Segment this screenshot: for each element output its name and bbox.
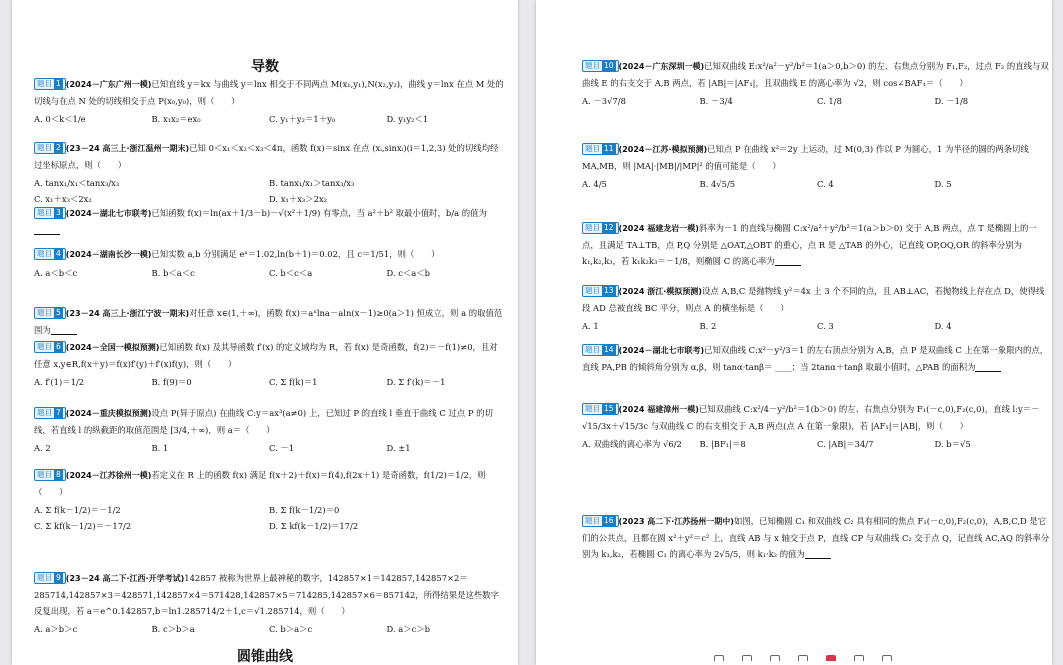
question-11 <box>582 141 1052 192</box>
question-options <box>34 374 504 390</box>
question-tag <box>582 60 619 72</box>
question-number: 16 <box>604 516 614 525</box>
question-text: 已知 0＜x₁＜x₂＜x₃＜4π，函数 f(x)＝sinx 在点 (xᵢ,sinxᵢ)(i＝1,2,3) 处的切线均经过坐标原点，则（ ） <box>34 143 499 170</box>
question-options <box>34 111 504 127</box>
option-A: A. 2 <box>34 443 51 453</box>
question-7 <box>34 405 504 456</box>
zoom-out-icon[interactable] <box>714 655 724 661</box>
question-tag-label: 题目 <box>37 249 52 258</box>
question-source: (2024 浙江·模拟预测) <box>618 287 702 296</box>
question-number: 9 <box>56 573 61 582</box>
option-D: D. －1/8 <box>934 96 969 106</box>
question-4 <box>34 246 504 281</box>
option-A: A. a＜b＜c <box>34 268 78 278</box>
question-tag <box>34 407 66 419</box>
question-source: (2024－广东深圳一模) <box>618 62 705 71</box>
question-options <box>34 175 504 207</box>
question-source: (23－24 高三上·浙江宁波一期末) <box>65 309 190 318</box>
answer-blank <box>775 256 801 266</box>
option-A: A. 4/5 <box>582 179 607 189</box>
question-number: 10 <box>604 61 614 70</box>
option-B: B. 1 <box>151 443 169 453</box>
question-3 <box>34 205 504 238</box>
question-tag-label: 题目 <box>37 308 52 317</box>
question-number: 15 <box>604 404 614 413</box>
option-B: B. f(9)＝0 <box>151 377 192 387</box>
question-13 <box>582 283 1052 334</box>
question-tag <box>34 341 66 353</box>
question-number: 13 <box>604 286 614 295</box>
option-A: A. 1 <box>582 321 599 331</box>
question-source: (2024－全国一模拟预测) <box>65 343 160 352</box>
question-source: (2024 福建漳州一模) <box>618 405 699 414</box>
viewer-toolbar <box>700 655 1063 665</box>
question-tag-label: 题目 <box>37 143 52 152</box>
question-tag <box>34 572 66 584</box>
option-C: C. b＜c＜a <box>269 268 313 278</box>
option-B: B. Σ f(k－1/2)＝0 <box>269 505 340 515</box>
question-tag-label: 题目 <box>585 61 600 70</box>
single-page-icon[interactable] <box>742 655 752 661</box>
section-title-next: 圆锥曲线 <box>237 649 293 665</box>
question-text: 对任意 x∈(1,＋∞)，函数 f(x)＝aˣlna－aln(x－1)≥0(a＞1) 恒成立，则 a 的取值范围为 <box>34 308 503 335</box>
answer-blank <box>51 325 77 335</box>
question-source: (2024－广东广州一模) <box>65 80 152 89</box>
grid-view-icon[interactable] <box>798 655 808 661</box>
section-title: 导数 <box>251 59 279 75</box>
question-tag-label: 题目 <box>37 573 52 582</box>
option-B: B. b＜a＜c <box>151 268 195 278</box>
question-text: 已知函数 f(x) 及其导函数 f′(x) 的定义域均为 R，若 f(x) 是奇函数，f(2)＝－f(1)≠0，且对任意 x,y∈R,f(x＋y)＝f(x)f′(y)＋f′(x)f(y)，则（ ） <box>34 342 498 369</box>
question-source: (2024 福建龙岩一模) <box>618 224 699 233</box>
option-B: B. －3/4 <box>699 96 733 106</box>
question-tag-label: 题目 <box>37 79 52 88</box>
question-tag <box>582 515 619 527</box>
option-C: C. 3 <box>817 321 834 331</box>
option-C: C. Σ kf(k－1/2)＝－17/2 <box>34 521 132 531</box>
question-12 <box>582 220 1052 269</box>
question-text: 如图，已知椭圆 C₁ 和双曲线 C₂ 具有相同的焦点 F₁(－c,0),F₂(c,0)，A,B,C,D 是它们的公共点，且都在圆 x²＋y²＝c² 上，直线 AB 与 x 轴交于点 P，直线 CP 与双曲线 C₂ 交于点 Q，记直线 AC,AQ 的斜率分别为 k₁,k₂，若椭圆 C₁ 的离心率为 2√5/5，则 k₁·k₂ 的值为 <box>582 516 1050 559</box>
option-D: D. b＝√5 <box>934 439 971 449</box>
option-B: B. |BF₁|＝8 <box>699 439 746 449</box>
question-tag-label: 题目 <box>585 223 600 232</box>
answer-blank <box>805 549 831 559</box>
question-tag <box>582 222 619 234</box>
question-tag-label: 题目 <box>37 408 52 417</box>
question-number: 2 <box>56 143 61 152</box>
question-6 <box>34 339 504 390</box>
question-8 <box>34 467 504 534</box>
question-text: 已知点 P 在曲线 x²＝2y 上运动，过 M(0,3) 作以 P 为圆心，1 为半径的圆的两条切线 MA,MB，则 |MA|·|MB|/|MP|² 的值可能是（ ） <box>582 144 1029 171</box>
option-D: D. 5 <box>934 179 952 189</box>
question-tag <box>582 403 619 415</box>
option-C: C. |AB|＝34/7 <box>817 439 874 449</box>
question-number: 6 <box>56 342 61 351</box>
double-page-icon[interactable] <box>770 655 780 661</box>
question-number: 3 <box>56 208 61 217</box>
question-number: 14 <box>604 345 614 354</box>
question-number: 11 <box>604 144 614 153</box>
option-C: C. Σ f(k)＝1 <box>269 377 318 387</box>
question-source: (23－24 高二下·江西·开学考试) <box>65 574 185 583</box>
option-C: C. 1/8 <box>817 96 842 106</box>
question-source: (23－24 高三上·浙江温州一期末) <box>65 144 190 153</box>
question-source: (2024－重庆模拟预测) <box>65 409 152 418</box>
document-page-left <box>12 0 518 665</box>
question-options <box>34 621 504 637</box>
option-B: B. 4√5/5 <box>699 179 736 189</box>
option-B: B. 2 <box>699 321 717 331</box>
question-tag-label: 题目 <box>585 345 600 354</box>
question-tag <box>34 142 66 154</box>
fit-page-icon[interactable] <box>882 655 892 661</box>
question-tag-label: 题目 <box>585 144 600 153</box>
option-C: C. x₁＋x₃＜2x₂ <box>34 194 92 204</box>
question-tag-label: 题目 <box>37 470 52 479</box>
question-9 <box>34 570 504 637</box>
option-A: A. 双曲线的离心率为 √6/2 <box>582 439 682 449</box>
question-source: (2024－湖南长沙一模) <box>65 250 152 259</box>
question-options <box>582 176 1052 192</box>
question-tag <box>34 207 66 219</box>
option-A: A. 0＜k＜1/e <box>34 114 86 124</box>
question-5 <box>34 305 504 338</box>
option-D: D. Σ f′(k)＝－1 <box>386 377 446 387</box>
option-D: D. x₁＋x₃＞2x₂ <box>269 194 328 204</box>
question-2 <box>34 140 504 207</box>
question-number: 7 <box>56 408 61 417</box>
question-tag-label: 题目 <box>585 404 600 413</box>
question-tag-label: 题目 <box>37 342 52 351</box>
question-options <box>582 318 1052 334</box>
question-number: 8 <box>56 470 61 479</box>
option-A: A. a＞b＞c <box>34 624 78 634</box>
question-15 <box>582 401 1052 452</box>
question-number: 4 <box>56 249 61 258</box>
question-options <box>34 440 504 456</box>
question-text: 已知函数 f(x)＝ln(ax＋1/3－b)－√(x²＋1/9) 有零点，当 a²＋b² 取最小值时，b/a 的值为 <box>151 208 487 218</box>
question-tag-label: 题目 <box>585 286 600 295</box>
question-tag <box>34 78 66 90</box>
highlight-icon[interactable] <box>826 655 836 661</box>
question-options <box>34 265 504 281</box>
option-D: D. c＜a＜b <box>386 268 431 278</box>
question-10 <box>582 58 1052 109</box>
question-tag <box>582 285 619 297</box>
question-options <box>34 502 504 534</box>
option-A: A. －3√7/8 <box>582 96 626 106</box>
option-D: D. y₁y₂＜1 <box>386 114 429 124</box>
option-A: A. f′(1)＝1/2 <box>34 377 85 387</box>
question-tag-label: 题目 <box>585 516 600 525</box>
question-tag <box>34 469 66 481</box>
question-options <box>582 93 1052 109</box>
question-1 <box>34 76 504 127</box>
question-tag <box>582 344 619 356</box>
question-source: (2024－江苏徐州一模) <box>65 471 152 480</box>
question-options <box>582 436 1052 452</box>
option-C: C. y₁＋y₂＝1＋y₀ <box>269 114 336 124</box>
option-B: B. tanx₁/x₁＞tanx₃/x₃ <box>269 178 355 188</box>
question-number: 12 <box>604 223 614 232</box>
question-source: (2023 高二下·江苏扬州一期中) <box>618 517 734 526</box>
option-C: C. b＞a＞c <box>269 624 313 634</box>
question-text: 斜率为－1 的直线与椭圆 C:x²/a²＋y²/b²＝1(a＞b＞0) 交于 A,B 两点，点 T 是椭圆上的一点，且满足 TA⊥TB，点 P,Q 分别是 △OAT,△OBT 的重心，点 R 是 △TAB 的外心，记直线 OP,OQ,OR 的斜率分别为 k₁,k₂,k₃，若 k₁k₂k₃＝－1/8，则椭圆 C 的离心率为 <box>582 223 1037 266</box>
question-text: 已知实数 a,b 分别满足 eᵃ＝1.02,ln(b＋1)＝0.02，且 c＝1/51，则（ ） <box>151 249 440 259</box>
question-text: 设点 P(异于原点) 在曲线 C:y＝ax³(a≠0) 上，已知过 P 的直线 l 垂直于曲线 C 过点 P 的切线，若直线 l 的纵截距的取值范围是 [3/4,＋∞)，则 a＝（ ） <box>34 408 493 435</box>
option-D: D. ±1 <box>386 443 411 453</box>
question-text: 设点 A,B,C 是抛物线 y²＝4x 上 3 个不同的点，且 AB⊥AC，若抛物线上存在点 D，使得线段 AD 总被直线 BC 平分，则点 A 的横坐标是（ ） <box>582 286 1045 313</box>
option-A: A. Σ f(k－1/2)＝－1/2 <box>34 505 121 515</box>
question-number: 1 <box>56 79 61 88</box>
option-D: D. 4 <box>934 321 952 331</box>
option-C: C. －1 <box>269 443 295 453</box>
option-B: B. x₁x₂＝ex₀ <box>151 114 201 124</box>
document-page-right <box>536 0 1052 665</box>
question-tag-label: 题目 <box>37 208 52 217</box>
question-16 <box>582 513 1052 562</box>
question-tag <box>34 307 66 319</box>
option-C: C. 4 <box>817 179 834 189</box>
question-text: 142857 被称为世界上最神秘的数字，142857×1＝142857,142857×2＝285714,142857×3＝428571,142857×4＝571428,142857×5＝714285,142857×6＝857142，所得结果是这些数字反复出现，若 a＝e^0.142857,b＝ln1.285714/2＋1,c＝√1.285714，则（ ） <box>34 573 500 616</box>
question-14 <box>582 342 1052 375</box>
question-text: 已知直线 y＝kx 与曲线 y＝lnx 相交于不同两点 M(x₁,y₁),N(x₂,y₂)，曲线 y＝lnx 在点 M 处的切线与在点 N 处的切线相交于点 P(x₀,y₀)，则（ ） <box>34 79 504 106</box>
option-D: D. a＞c＞b <box>386 624 431 634</box>
question-number: 5 <box>56 308 61 317</box>
question-text: 若定义在 R 上的函数 f(x) 满足 f(x＋2)＋f(x)＝f(4),f(2x＋1) 是奇函数，f(1/2)＝1/2，则（ ） <box>34 470 486 497</box>
answer-blank <box>975 362 1001 372</box>
question-source: (2024－湖北七市联考) <box>65 209 152 218</box>
question-text: 已知双曲线 C:x²/4－y²/b²＝1(b＞0) 的左、右焦点分别为 F₁(－c,0),F₂(c,0)，直线 l:y＝－√15/3x＋√15/3c 与双曲线 C 的右支相交于 A,B 两点(点 A 在第一象限)，若 |AF₁|＝|AB|，则（ ） <box>582 404 1040 431</box>
question-text: 已知双曲线 C:x²－y²/3＝1 的左右顶点分别为 A,B，点 P 是双曲线 C 上在第一象限内的点，直线 PA,PB 的倾斜角分别为 α,β，则 tanα·tanβ＝ ____；当 2tanα＋tanβ 取最小值时，△PAB 的面积为 <box>582 345 1049 372</box>
fit-width-icon[interactable] <box>854 655 864 661</box>
question-source: (2024－江苏·模拟预测) <box>618 145 708 154</box>
question-tag <box>582 143 619 155</box>
question-tag <box>34 248 66 260</box>
option-D: D. Σ kf(k－1/2)＝17/2 <box>269 521 359 531</box>
answer-blank <box>34 225 60 235</box>
option-B: B. c＞b＞a <box>151 624 195 634</box>
question-source: (2024－湖北七市联考) <box>618 346 705 355</box>
option-A: A. tanx₁/x₁＜tanx₃/x₃ <box>34 178 120 188</box>
question-text: 已知双曲线 E:x²/a²－y²/b²＝1(a＞0,b＞0) 的左、右焦点分别为 F₁,F₂，过点 F₂ 的直线与双曲线 E 的右支交于 A,B 两点，若 |AB|＝|AF₁|，且双曲线 E 的离心率为 √2，则 cos∠BAF₁＝（ ） <box>582 61 1049 88</box>
